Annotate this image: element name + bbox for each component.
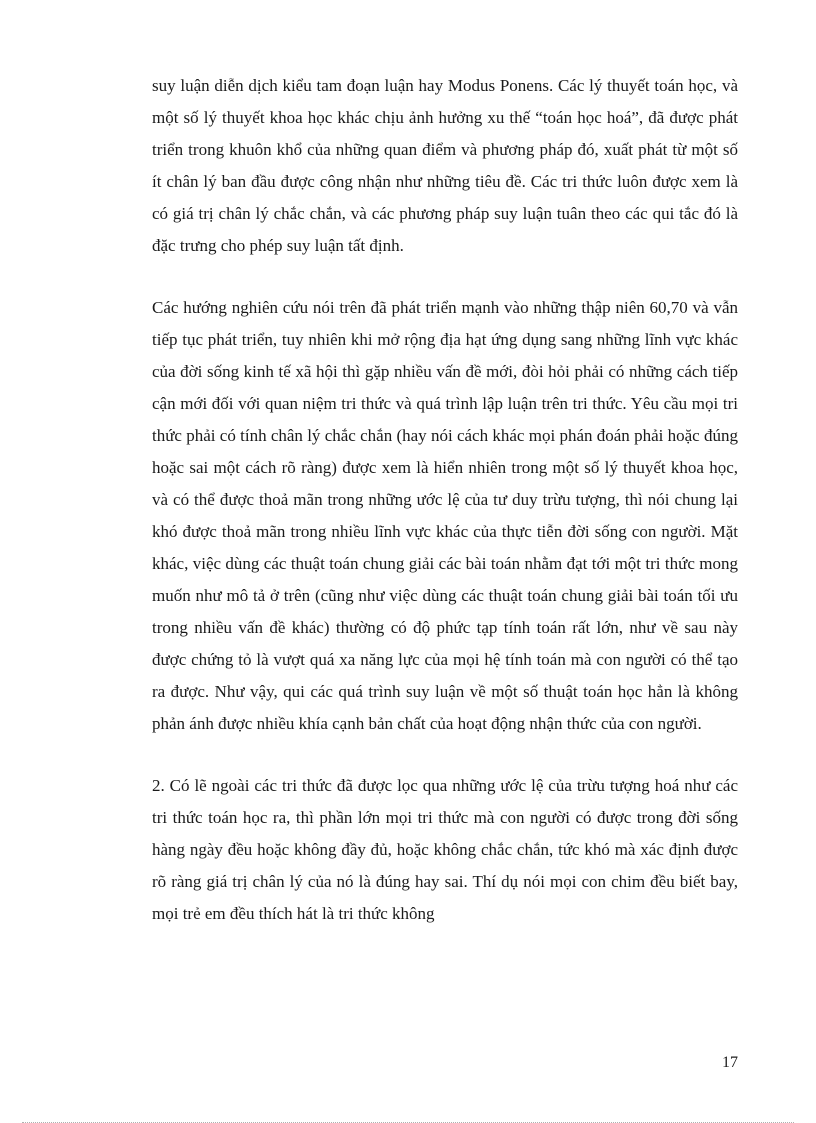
paragraph-2: Các hướng nghiên cứu nói trên đã phát triển mạnh vào những thập niên 60,70 và vẫn tiếp tục phát triển, tuy nhiên khi mở rộng địa hạt ứng dụng sang những lĩnh vực khác của đời sống kinh tế xã hội thì gặp nhiều vấn đề mới, đòi hỏi phải có những cách tiếp cận mới đối với quan niệm tri thức và quá trình lập luận trên tri thức. Yêu cầu mọi tri thức phải có tính chân lý chắc chắn (hay nói cách khác mọi phán đoán phải hoặc đúng hoặc sai một cách rõ ràng) được xem là hiển nhiên trong một số lý thuyết khoa học, và có thể được thoả mãn trong những ước lệ của tư duy trừu tượng, thì nói chung lại khó được thoả mãn trong nhiều lĩnh vực khác của thực tiễn đời sống con người. Mặt khác, việc dùng các thuật toán chung giải các bài toán nhằm đạt tới một tri thức mong muốn như mô tả ở trên (cũng như việc dùng các thuật toán chung giải bài toán tối ưu trong nhiều vấn đề khác) thường có độ phức tạp tính toán rất lớn, như về sau này được chứng tỏ là vượt quá xa năng lực của mọi hệ tính toán mà con người có thể tạo ra được. Như vậy, qui các quá trình suy luận về một số thuật toán học hẳn là không phản ánh được nhiều khía cạnh bản chất của hoạt động nhận thức của con người. (152, 298, 738, 733)
paragraph-1: suy luận diễn dịch kiểu tam đoạn luận hay Modus Ponens. Các lý thuyết toán học, và một số lý thuyết khoa học khác chịu ảnh hưởng xu thế “toán học hoá”, đã được phát triển trong khuôn khổ của những quan điểm và phương pháp đó, xuất phát từ một số ít chân lý ban đầu được công nhận như những tiêu đề. Các tri thức luôn được xem là có giá trị chân lý chắc chắn, và các phương pháp suy luận tuân theo các qui tắc đó là đặc trưng cho phép suy luận tất định. (152, 76, 738, 255)
body-text (152, 70, 738, 930)
page-number: 17 (722, 1054, 738, 1071)
paragraph-3: 2. Có lẽ ngoài các tri thức đã được lọc qua những ước lệ của trừu tượng hoá như các tri thức toán học ra, thì phần lớn mọi tri thức mà con người có được trong đời sống hàng ngày đều hoặc không đầy đủ, hoặc không chắc chắn, tức khó mà xác định được rõ ràng giá trị chân lý của nó là đúng hay sai. Thí dụ nói mọi con chim đều biết bay, mọi trẻ em đều thích hát là tri thức không (152, 776, 738, 923)
